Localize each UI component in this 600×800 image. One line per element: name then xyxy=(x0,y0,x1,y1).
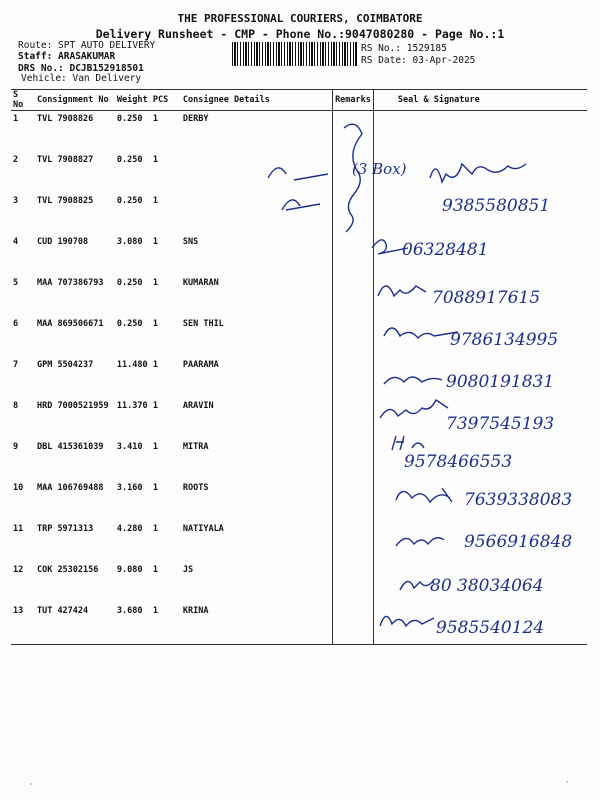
row-sno: 11 xyxy=(13,524,24,534)
row-pcs: 1 xyxy=(152,401,159,411)
row-consignment: COK 25302156 xyxy=(36,565,99,575)
row-pcs: 1 xyxy=(152,360,159,370)
header-sno: S No xyxy=(11,90,35,111)
row-consignee: SEN THIL xyxy=(182,319,224,329)
signature-row13 xyxy=(380,616,434,626)
handwriting-phone-row3: 9385580851 xyxy=(442,196,551,216)
row-sno: 10 xyxy=(13,483,24,493)
row-weight: 3.410 xyxy=(116,442,143,452)
row-weight: 3.080 xyxy=(116,237,143,247)
handwriting-phone-row8: 7397545193 xyxy=(446,414,555,434)
row-weight: 0.250 xyxy=(116,155,143,165)
row-pcs: 1 xyxy=(152,483,159,493)
handwriting-phone-row7: 9080191831 xyxy=(446,372,555,392)
signature-row6 xyxy=(384,328,458,338)
row-weight: 3.160 xyxy=(116,483,143,493)
signature-row8 xyxy=(380,400,448,418)
row-consignment: TRP 5971313 xyxy=(36,524,94,534)
ditto-mark-1 xyxy=(268,168,328,180)
header-consignment: Consignment No xyxy=(35,90,115,111)
row-sno: 3 xyxy=(13,196,19,206)
handwriting-box-count: (3 Box) xyxy=(352,160,407,178)
rs-date: RS Date: 03-Apr-2025 xyxy=(361,55,476,66)
rs-number: RS No.: 1529185 xyxy=(361,43,447,54)
handwriting-phone-row13: 9585540124 xyxy=(436,618,545,638)
row-consignment: MAA 106769488 xyxy=(36,483,104,493)
row-weight: 3.680 xyxy=(115,603,151,645)
row-sno: 13 xyxy=(11,603,35,645)
row-pcs: 1 xyxy=(152,196,159,206)
row-consignee: ROOTS xyxy=(182,483,209,493)
signature-row9 xyxy=(392,436,424,450)
row-consignment: MAA 707386793 xyxy=(36,278,104,288)
row-consignee: ARAVIN xyxy=(182,401,214,411)
row-sno: 7 xyxy=(13,360,19,370)
handwriting-phone-row9: 9578466553 xyxy=(404,452,513,472)
row-pcs: 1 xyxy=(152,524,159,534)
row-consignment: TVL 7908827 xyxy=(36,155,94,165)
row-consignment: TUT 427424 xyxy=(35,603,115,645)
handwriting-phone-row6: 9786134995 xyxy=(450,330,559,350)
row-pcs: 1 xyxy=(151,603,181,645)
row-sno: 9 xyxy=(13,442,19,452)
row-consignee: SNS xyxy=(182,237,199,247)
header-consignee: Consignee Details xyxy=(181,90,333,111)
brace-mark xyxy=(344,124,362,232)
row-weight: 11.370 xyxy=(116,401,148,411)
row-pcs: 1 xyxy=(152,155,159,165)
row-consignee: KUMARAN xyxy=(182,278,219,288)
ditto-mark-2 xyxy=(282,200,320,210)
row-consignee: MITRA xyxy=(182,442,209,452)
header-remarks: Remarks xyxy=(333,90,374,111)
header-pcs: PCS xyxy=(151,90,181,111)
row-pcs: 1 xyxy=(152,237,159,247)
row-sno: 4 xyxy=(13,237,19,247)
row-pcs: 1 xyxy=(152,114,159,124)
header-weight: Weight xyxy=(115,90,151,111)
row-consignment: MAA 869506671 xyxy=(36,319,104,329)
row-consignment: TVL 7908826 xyxy=(36,114,94,124)
handwriting-phone-row10: 7639338083 xyxy=(464,490,573,510)
row-sno: 5 xyxy=(13,278,19,288)
row-weight: 0.250 xyxy=(116,278,143,288)
signature-row2 xyxy=(430,164,526,182)
row-sno: 8 xyxy=(13,401,19,411)
company-title: THE PROFESSIONAL COURIERS, COIMBATORE xyxy=(177,12,423,25)
drs-label: DRS No.: DCJB152918501 xyxy=(18,63,144,74)
row-consignment: HRD 7000521959 xyxy=(36,401,109,411)
handwriting-phone-row4: 06328481 xyxy=(402,240,489,260)
row-consignee: JS xyxy=(182,565,194,575)
row-consignee: DERBY xyxy=(182,114,209,124)
row-weight: 9.080 xyxy=(116,565,143,575)
row-weight: 0.250 xyxy=(116,196,143,206)
handwriting-phone-row5: 7088917615 xyxy=(432,288,541,308)
row-pcs: 1 xyxy=(152,319,159,329)
row-weight: 0.250 xyxy=(116,319,143,329)
row-weight: 4.280 xyxy=(116,524,143,534)
row-pcs: 1 xyxy=(152,278,159,288)
signature-row10 xyxy=(396,488,452,502)
handwriting-phone-row11: 9566916848 xyxy=(464,532,573,552)
row-pcs: 1 xyxy=(152,442,159,452)
row-consignment: CUD 190708 xyxy=(36,237,89,247)
row-sno: 6 xyxy=(13,319,19,329)
signature-row7 xyxy=(384,377,442,384)
row-consignee: PAARAMA xyxy=(182,360,219,370)
row-sno: 12 xyxy=(13,565,24,575)
signature-row12 xyxy=(400,580,434,590)
row-weight: 11.480 xyxy=(116,360,148,370)
route-label: Route: SPT AUTO DELIVERY xyxy=(18,40,156,51)
row-consignment: DBL 415361039 xyxy=(36,442,104,452)
row-sno: 2 xyxy=(13,155,19,165)
signature-row11 xyxy=(396,538,444,546)
row-consignee: KRINA xyxy=(181,603,333,645)
row-consignee: NATIYALA xyxy=(182,524,224,534)
handwriting-phone-row12: 80 38034064 xyxy=(430,576,544,596)
row-sno: 1 xyxy=(13,114,19,124)
speck xyxy=(30,783,32,785)
row-pcs: 1 xyxy=(152,565,159,575)
runsheet-title: Delivery Runsheet - CMP - Phone No.:9047080280 - Page No.:1 xyxy=(95,27,505,41)
speck xyxy=(566,781,568,783)
signature-row5 xyxy=(378,286,426,296)
vehicle-label: Vehicle: Van Delivery xyxy=(21,73,142,84)
row-weight: 0.250 xyxy=(116,114,143,124)
row-consignment: TVL 7908825 xyxy=(36,196,94,206)
row-consignment: GPM 5504237 xyxy=(36,360,94,370)
staff-label: Staff: ARASAKUMAR xyxy=(18,51,116,62)
header-seal: Seal & Signature xyxy=(373,90,587,111)
